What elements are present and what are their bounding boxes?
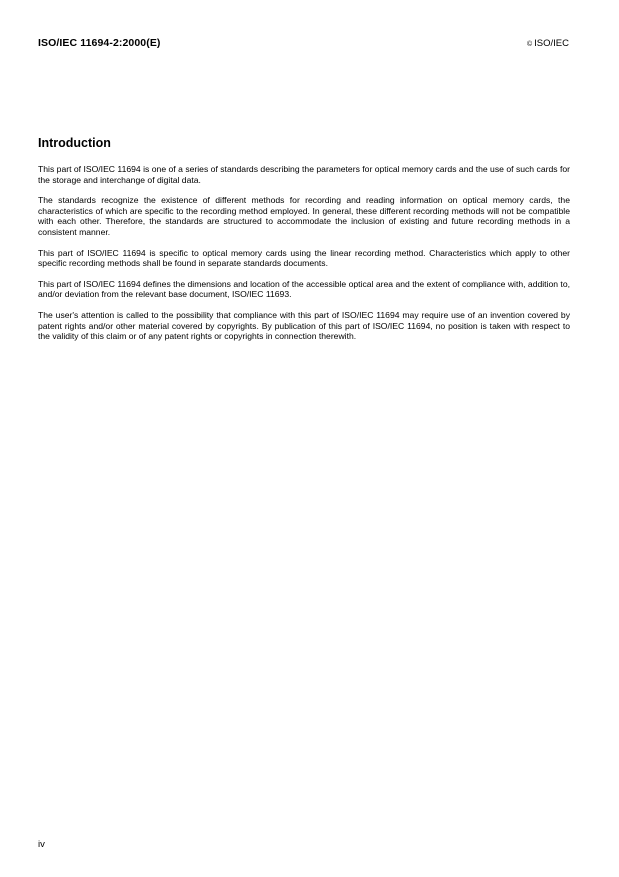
copyright-notice [527, 38, 569, 49]
section-title: Introduction [38, 136, 111, 150]
paragraph: The standards recognize the existence of different methods for recording and reading information on optical memory cards, the characteristics of which are specific to the recording method employed. In general, these different recording methods will not be compatible with each other. Therefore, the standards are structured to accommodate the inclusion of existing and future recording methods in a consistent manner. [38, 195, 570, 237]
paragraph: The user's attention is called to the possibility that compliance with this part of ISO/IEC 11694 may require use of an invention covered by patent rights and/or other material covered by copyrights. By publication of this part of ISO/IEC 11694, no position is taken with respect to the validity of this claim or of any patent rights or copyrights in connection therewith. [38, 309, 570, 342]
paragraph: This part of ISO/IEC 11694 defines the dimensions and location of the accessible optical area and the extent of compliance with, addition to, and/or deviation from the relevant base document, ISO/IEC 11693. [38, 278, 570, 300]
page-number: iv [38, 839, 45, 850]
paragraph: This part of ISO/IEC 11694 is specific to optical memory cards using the linear recording method. Characteristics which apply to other specific recording methods shall be found in separate standards documents. [38, 247, 570, 269]
paragraph: This part of ISO/IEC 11694 is one of a series of standards describing the parameters for optical memory cards and the use of such cards for the storage and interchange of digital data. [38, 164, 570, 185]
section-body [38, 164, 570, 352]
copyright-symbol: © [526, 41, 533, 48]
copyright-owner: ISO/IEC [534, 38, 569, 49]
document-id: ISO/IEC 11694-2:2000(E) [38, 37, 161, 49]
